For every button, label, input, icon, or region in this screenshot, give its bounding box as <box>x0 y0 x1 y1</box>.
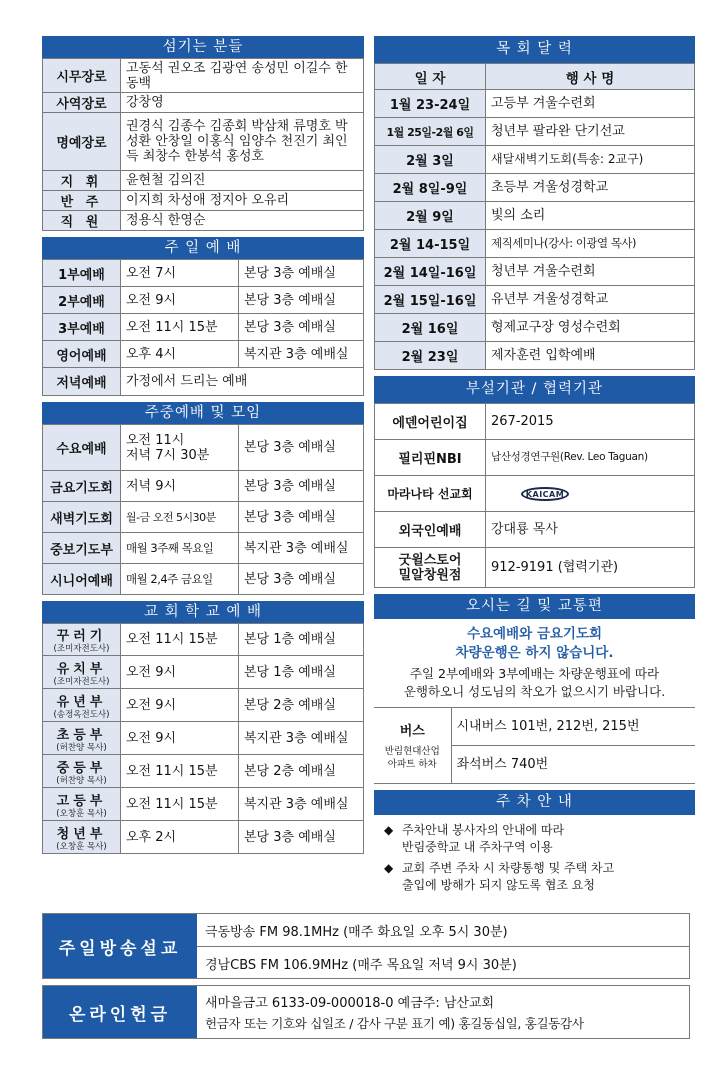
minister-role: 시무장로 <box>43 59 121 93</box>
diamond-bullet-icon: ◆ <box>384 861 394 875</box>
broadcast-line: 극동방송 FM 98.1MHz (매주 화요일 오후 5시 30분) <box>197 914 689 947</box>
partner-row <box>375 440 695 476</box>
broadcast-content <box>197 914 689 978</box>
parking-line: 교회 주변 주차 시 차량통행 및 주택 차고 <box>402 861 615 875</box>
partners-table <box>374 403 695 588</box>
minister-row <box>43 59 364 93</box>
dept-time: 오전 9시 <box>121 689 239 722</box>
calendar-head-row <box>375 64 695 90</box>
sunday-header: 주 일 예 배 <box>42 237 364 259</box>
sunday-row <box>43 287 364 314</box>
school-row <box>43 689 364 722</box>
dept-place: 본당 1층 예배실 <box>239 624 364 656</box>
dept-name: 유년부 <box>56 694 107 710</box>
dept-leader: (송정옥전도사) <box>53 709 110 720</box>
dept-time: 오전 9시 <box>121 722 239 755</box>
calendar-event: 제자훈련 입학예배 <box>486 342 695 370</box>
minister-names: 정용식 한영순 <box>121 211 364 231</box>
service-place: 본당 3층 예배실 <box>239 314 364 341</box>
calendar-date: 2월 14-15일 <box>375 230 486 258</box>
broadcast-frame <box>42 913 690 979</box>
broadcast-line: 경남CBS FM 106.9MHz (매주 목요일 저녁 9시 30분) <box>205 957 517 973</box>
calendar-date: 2월 3일 <box>375 146 486 174</box>
dept-name: 중등부 <box>56 760 107 776</box>
school-row <box>43 624 364 656</box>
minister-names: 이지희 차성애 정지아 오유리 <box>121 191 364 211</box>
kaicam-logo: KAICAM <box>521 487 569 501</box>
calendar-date: 2월 8일-9일 <box>375 174 486 202</box>
calendar-event: 형제교구장 영성수련회 <box>486 314 695 342</box>
service-place: 복지관 3층 예배실 <box>239 341 364 368</box>
bus-table <box>374 707 695 784</box>
calendar-col-date: 일 자 <box>375 64 486 90</box>
partners-section <box>374 376 695 588</box>
calendar-table <box>374 63 695 370</box>
calendar-row <box>375 174 695 202</box>
bus-row <box>374 708 695 746</box>
parking-text <box>402 860 614 894</box>
calendar-event: 제직세미나(강사: 이광열 목사) <box>486 230 695 258</box>
bus-label-cell <box>374 708 451 784</box>
school-row <box>43 656 364 689</box>
directions-section <box>374 594 695 784</box>
calendar-date: 1월 23-24일 <box>375 90 486 118</box>
weekday-header: 주중예배 및 모임 <box>42 402 364 424</box>
minister-row <box>43 171 364 191</box>
school-row <box>43 755 364 788</box>
weekday-section <box>42 402 364 595</box>
minister-role: 지 휘 <box>43 171 121 191</box>
dept-place: 본당 2층 예배실 <box>239 755 364 788</box>
calendar-event: 유년부 겨울성경학교 <box>486 286 695 314</box>
sunday-table <box>42 259 364 396</box>
service-name: 3부예배 <box>43 314 121 341</box>
partner-row <box>375 512 695 548</box>
bus-city: 시내버스 101번, 212번, 215번 <box>451 708 695 746</box>
service-time: 오전 11시 15분 <box>121 314 239 341</box>
ministers-section <box>42 36 364 231</box>
partners-header: 부설기관 / 협력기관 <box>374 376 695 403</box>
service-time: 오후 4시 <box>121 341 239 368</box>
partner-info: 267-2015 <box>486 404 695 440</box>
dept-cell <box>43 821 121 854</box>
school-row <box>43 788 364 821</box>
dept-cell <box>43 689 121 722</box>
dept-name: 청년부 <box>56 826 107 842</box>
weekday-row <box>43 564 364 595</box>
minister-names: 윤현철 김의진 <box>121 171 364 191</box>
service-note: 가정에서 드리는 예배 <box>121 368 364 396</box>
minister-role: 직 원 <box>43 211 121 231</box>
bus-label: 버스 <box>399 724 425 739</box>
partner-name: 굿윌스토어 <box>398 552 462 568</box>
shuttle-note-line: 주일 2부예배와 3부예배는 차량운행표에 따라 <box>409 666 660 681</box>
weekday-row <box>43 533 364 564</box>
parking-text <box>402 822 564 856</box>
meeting-time: 매월 2,4주 금요일 <box>121 564 239 595</box>
minister-row <box>43 191 364 211</box>
parking-line: 반림중학교 내 주차구역 이용 <box>402 840 553 854</box>
meeting-place: 복지관 3층 예배실 <box>239 533 364 564</box>
dept-leader: (허찬양 목사) <box>56 742 107 753</box>
school-section <box>42 601 364 854</box>
dept-place: 본당 2층 예배실 <box>239 689 364 722</box>
dept-place: 본당 1층 예배실 <box>239 656 364 689</box>
calendar-col-event: 행 사 명 <box>486 64 695 90</box>
dept-name: 꾸러기 <box>56 629 107 644</box>
partner-row <box>375 476 695 512</box>
dept-time: 오전 11시 15분 <box>121 788 239 821</box>
calendar-row <box>375 258 695 286</box>
partner-name: 필리핀NBI <box>375 440 486 476</box>
right-column <box>374 36 695 900</box>
dept-place: 복지관 3층 예배실 <box>239 722 364 755</box>
partner-row <box>375 548 695 588</box>
parking-item <box>384 822 695 856</box>
dept-name: 초등부 <box>56 727 107 743</box>
notice-line: 차량운행은 하지 않습니다. <box>455 645 614 661</box>
service-name: 2부예배 <box>43 287 121 314</box>
diamond-bullet-icon: ◆ <box>384 823 394 837</box>
service-name: 저녁예배 <box>43 368 121 396</box>
weekday-row <box>43 471 364 502</box>
ministers-table <box>42 58 364 231</box>
offering-content <box>197 986 689 1038</box>
meeting-time-line: 저녁 7시 30분 <box>126 447 210 463</box>
calendar-row <box>375 146 695 174</box>
calendar-section <box>374 36 695 370</box>
dept-leader: (오창훈 목사) <box>56 841 107 852</box>
bus-stop-line2: 아파트 하차 <box>387 759 437 770</box>
left-column <box>42 36 364 860</box>
calendar-event: 새달새벽기도회(특송: 2교구) <box>486 146 695 174</box>
dept-cell <box>43 656 121 689</box>
dept-time: 오후 2시 <box>121 821 239 854</box>
directions-notice <box>374 619 695 703</box>
meeting-name: 시니어예배 <box>43 564 121 595</box>
meeting-name: 새벽기도회 <box>43 502 121 533</box>
meeting-time <box>121 425 239 471</box>
sunday-row <box>43 368 364 396</box>
school-row <box>43 722 364 755</box>
parking-line: 주차안내 봉사자의 안내에 따라 <box>402 823 565 837</box>
offering-frame <box>42 985 690 1039</box>
dept-cell <box>43 788 121 821</box>
dept-cell <box>43 624 121 656</box>
minister-role: 반 주 <box>43 191 121 211</box>
offering-box <box>42 985 690 1039</box>
parking-line: 출입에 방해가 되지 않도록 협조 요청 <box>402 878 595 892</box>
partner-logo-cell <box>486 476 695 512</box>
weekday-row <box>43 502 364 533</box>
meeting-name: 중보기도부 <box>43 533 121 564</box>
calendar-row <box>375 314 695 342</box>
minister-role: 명예장로 <box>43 113 121 171</box>
partner-name-line2: 밀알창원점 <box>398 567 462 583</box>
minister-row <box>43 93 364 113</box>
calendar-date: 2월 16일 <box>375 314 486 342</box>
partner-name: 외국인예배 <box>375 512 486 548</box>
minister-names: 권경식 김종수 김종회 박삼채 류명호 박성환 안창일 이홍식 임양수 천진기 최인득 최창수 한봉석 홍성호 <box>121 113 364 171</box>
dept-place: 본당 3층 예배실 <box>239 821 364 854</box>
parking-list <box>374 815 695 894</box>
minister-row <box>43 113 364 171</box>
meeting-name: 수요예배 <box>43 425 121 471</box>
dept-time: 오전 9시 <box>121 656 239 689</box>
calendar-event: 청년부 팔라완 단기선교 <box>486 118 695 146</box>
dept-leader: (조미자전도사) <box>53 644 110 654</box>
parking-section <box>374 790 695 894</box>
calendar-row <box>375 342 695 370</box>
calendar-date: 2월 14일-16일 <box>375 258 486 286</box>
meeting-time: 월-금 오전 5시30분 <box>121 502 239 533</box>
calendar-header: 목 회 달 력 <box>374 36 695 63</box>
dept-time: 오전 11시 15분 <box>121 624 239 656</box>
calendar-row <box>375 202 695 230</box>
dept-leader: (오창훈 목사) <box>56 808 107 819</box>
service-place: 본당 3층 예배실 <box>239 287 364 314</box>
dept-leader: (조미자전도사) <box>53 676 110 687</box>
calendar-row <box>375 90 695 118</box>
broadcast-label: 주일방송설교 <box>43 914 197 978</box>
minister-names: 고동석 권오조 김광연 송성민 이길수 한동백 <box>121 59 364 93</box>
offering-line: 헌금자 또는 기호와 십일조 / 감사 구분 표기 예) 홍길동십일, 홍길동감사 <box>205 1015 584 1031</box>
meeting-place: 본당 3층 예배실 <box>239 564 364 595</box>
notice-line: 수요예배와 금요기도회 <box>466 626 603 642</box>
meeting-place: 본당 3층 예배실 <box>239 471 364 502</box>
shuttle-note-line: 운행하오니 성도님의 착오가 없으시기 바랍니다. <box>403 684 666 699</box>
parking-header: 주 차 안 내 <box>374 790 695 815</box>
meeting-time: 매월 3주째 목요일 <box>121 533 239 564</box>
partner-info: 912-9191 (협력기관) <box>486 548 695 588</box>
partner-name-cell <box>375 548 486 588</box>
calendar-date: 2월 23일 <box>375 342 486 370</box>
minister-role: 사역장로 <box>43 93 121 113</box>
weekday-table <box>42 424 364 595</box>
bus-seat: 좌석버스 740번 <box>451 746 695 784</box>
meeting-time-line: 오전 11시 <box>126 432 185 448</box>
partner-name: 에덴어린이집 <box>375 404 486 440</box>
meeting-time: 저녁 9시 <box>121 471 239 502</box>
ministers-header: 섬기는 분들 <box>42 36 364 58</box>
dept-cell <box>43 722 121 755</box>
sunday-row <box>43 260 364 287</box>
directions-header: 오시는 길 및 교통편 <box>374 594 695 619</box>
calendar-event: 초등부 겨울성경학교 <box>486 174 695 202</box>
shuttle-note <box>374 665 695 701</box>
broadcast-box <box>42 913 690 979</box>
bus-stop: 반림현대산업 <box>384 746 440 757</box>
calendar-row <box>375 286 695 314</box>
minister-names: 강창영 <box>121 93 364 113</box>
calendar-event: 빛의 소리 <box>486 202 695 230</box>
sunday-section <box>42 237 364 396</box>
partner-name: 마라나타 선교회 <box>375 476 486 512</box>
parking-item <box>384 860 695 894</box>
service-name: 1부예배 <box>43 260 121 287</box>
weekday-row <box>43 425 364 471</box>
dept-name: 유치부 <box>56 661 107 677</box>
minister-row <box>43 211 364 231</box>
partner-info: 남산성경연구원(Rev. Leo Taguan) <box>486 440 695 476</box>
partner-row <box>375 404 695 440</box>
school-row <box>43 821 364 854</box>
calendar-row <box>375 118 695 146</box>
dept-place: 복지관 3층 예배실 <box>239 788 364 821</box>
service-place: 본당 3층 예배실 <box>239 260 364 287</box>
sunday-row <box>43 341 364 368</box>
sunday-row <box>43 314 364 341</box>
dept-leader: (허찬양 목사) <box>56 775 107 786</box>
calendar-date: 2월 15일-16일 <box>375 286 486 314</box>
calendar-row <box>375 230 695 258</box>
meeting-name: 금요기도회 <box>43 471 121 502</box>
school-table <box>42 623 364 854</box>
school-header: 교 회 학 교 예 배 <box>42 601 364 623</box>
calendar-date: 2월 9일 <box>375 202 486 230</box>
service-name: 영어예배 <box>43 341 121 368</box>
dept-cell <box>43 755 121 788</box>
offering-line: 새마을금고 6133-09-000018-0 예금주: 남산교회 <box>205 996 495 1011</box>
dept-name: 고등부 <box>56 793 107 809</box>
meeting-place: 본당 3층 예배실 <box>239 502 364 533</box>
meeting-place: 본당 3층 예배실 <box>239 425 364 471</box>
service-time: 오전 9시 <box>121 287 239 314</box>
calendar-event: 고등부 겨울수련회 <box>486 90 695 118</box>
partner-info: 강대룡 목사 <box>486 512 695 548</box>
calendar-date: 1월 25일-2월 6일 <box>375 118 486 146</box>
offering-label: 온라인헌금 <box>43 986 197 1038</box>
dept-time: 오전 11시 15분 <box>121 755 239 788</box>
calendar-event: 청년부 겨울수련회 <box>486 258 695 286</box>
service-time: 오전 7시 <box>121 260 239 287</box>
